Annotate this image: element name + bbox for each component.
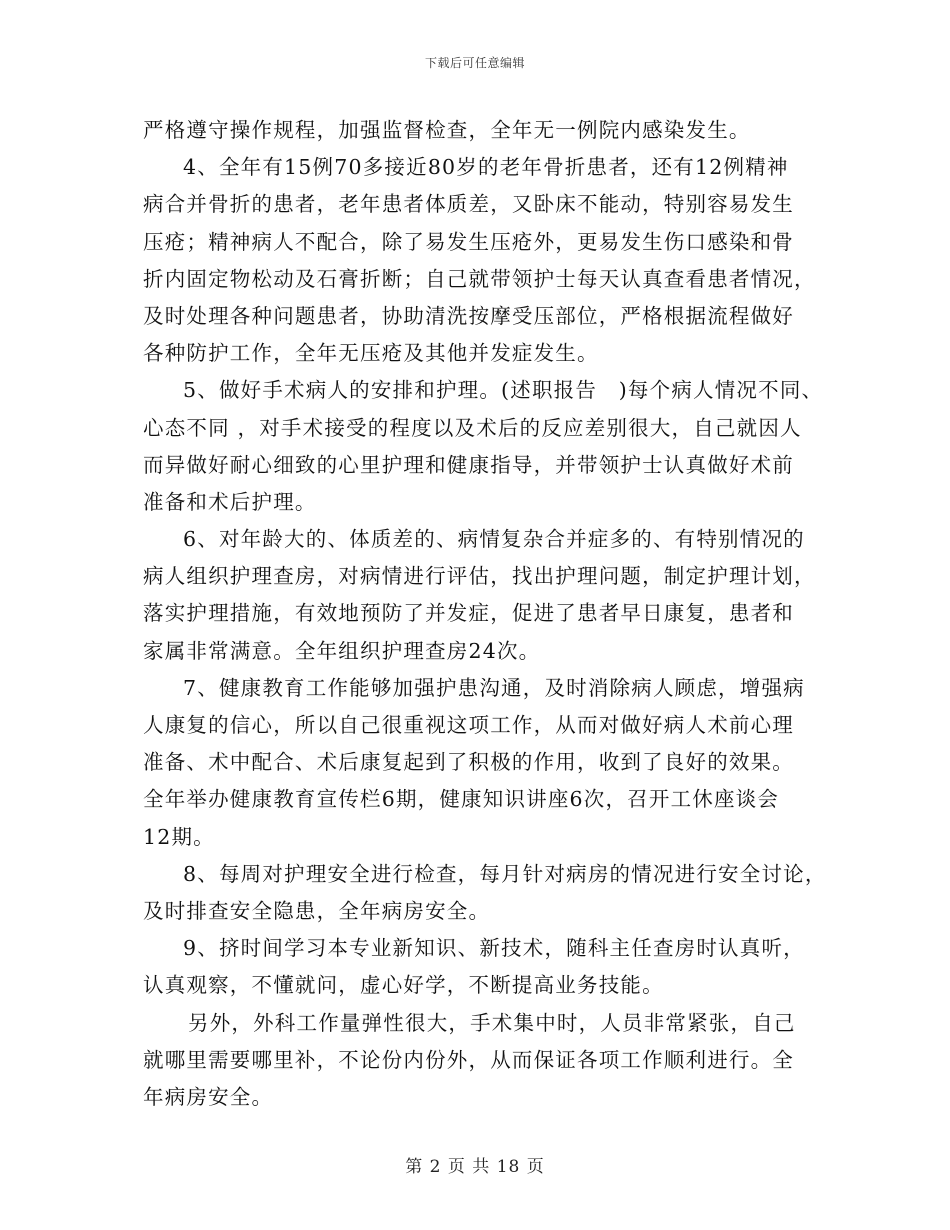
text-line: 压疮；精神病人不配合，除了易发生压疮外，更易发生伤口感染和骨 [143, 229, 794, 254]
text-line: 准备、术中配合、术后康复起到了积极的作用，收到了良好的效果。 [143, 750, 794, 775]
text-line: 各种防护工作，全年无压疮及其他并发症发生。 [143, 341, 599, 366]
text-line: 全年举办健康教育宣传栏6期，健康知识讲座6次，召开工休座谈会 [143, 787, 780, 812]
page-number: 第 2 页 共 18 页 [405, 1157, 545, 1177]
text-line: 4、全年有15例70多接近80岁的老年骨折患者，还有12例精神 [183, 155, 789, 180]
text-line: 认真观察，不懂就问，虚心好学，不断提高业务技能。 [143, 973, 664, 998]
text-line: 而异做好耐心细致的心里护理和健康指导，并带领护士认真做好术前 [143, 452, 794, 477]
text-line: 另外，外科工作量弹性很大，手术集中时，人员非常紧张，自己 [188, 1010, 796, 1035]
text-line: 严格遵守操作规程，加强监督检查，全年无一例院内感染发生。 [143, 118, 751, 142]
text-line: 年病房安全。 [143, 1084, 274, 1109]
text-line: 12期。 [143, 824, 215, 849]
text-line: 人康复的信心，所以自己很重视这项工作，从而对做好病人术前心理 [143, 713, 794, 737]
text-line: 病合并骨折的患者，老年患者体质差，又卧床不能动，特别容易发生 [143, 192, 794, 217]
text-line: 准备和术后护理。 [143, 489, 317, 514]
text-line: 就哪里需要哪里补，不论份内份外，从而保证各项工作顺利进行。全 [143, 1047, 794, 1072]
text-line: 6、对年龄大的、体质差的、病情复杂合并症多的、有特别情况的 [183, 527, 805, 552]
page-header: 下载后可任意编辑 [424, 56, 525, 70]
text-line: 7、健康教育工作能够加强护患沟通，及时消除病人顾虑，增强病 [183, 675, 805, 700]
text-line: 心态不同 ，对手术接受的程度以及术后的反应差别很大，自己就因人 [143, 415, 802, 440]
body-text [143, 112, 827, 1116]
text-line: 落实护理措施，有效地预防了并发症，促进了患者早日康复，患者和 [143, 601, 794, 626]
text-line: 及时排查安全隐患，全年病房安全。 [143, 898, 491, 923]
text-line: 5、做好手术病人的安排和护理。(述职报告 )每个病人情况不同、 [183, 378, 824, 403]
text-line: 折内固定物松动及石膏折断；自己就带领护士每天认真查看患者情况， [143, 266, 816, 291]
text-line: 及时处理各种问题患者，协助清洗按摩受压部位，严格根据流程做好 [143, 303, 794, 328]
text-line: 家属非常满意。全年组织护理查房24次。 [143, 638, 541, 663]
text-line: 8、每周对护理安全进行检查，每月针对病房的情况进行安全讨论， [183, 861, 827, 886]
text-line: 病人组织护理查房，对病情进行评估，找出护理问题，制定护理计划， [143, 564, 816, 589]
text-line: 9、挤时间学习本专业新知识、新技术，随科主任查房时认真听， [183, 936, 805, 961]
